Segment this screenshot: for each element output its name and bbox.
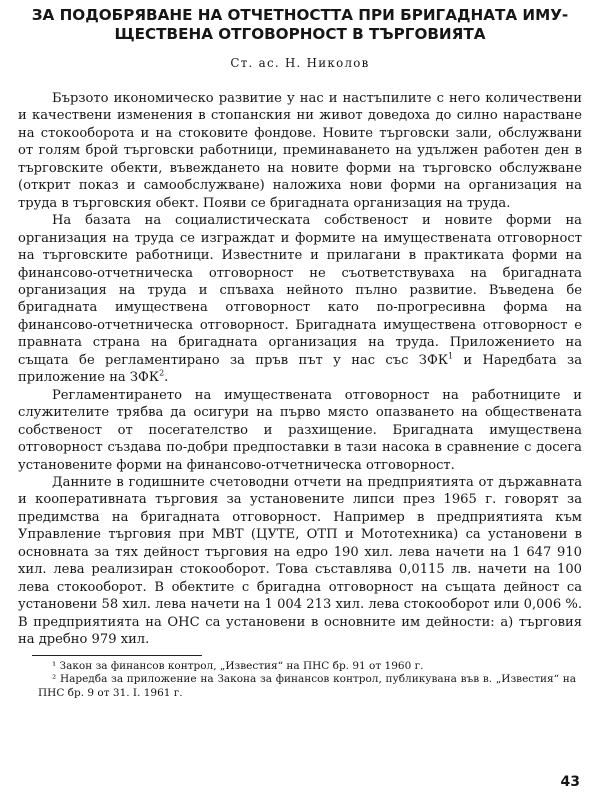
paragraph-2-text: На базата на социалистическата собственост и новите форми на организация на труда се изграждат и формите на имуществената отговорност на търговските работници. Известните и прилагани в практиката форми на финансово-отчетническа отговорност не съответствуваха на бригадната организация на труда и спъваха нейното пълно развитие. Въведена бе бригадната имуществена отговорност като по-прогресивна форма на финансово-отчетническа отговорност. Бригадната имуществена отговорност е правната страна на бригадната организация на труда. Приложението на същата бе регламентирано за пръв път у нас със ЗФК [18,213,582,368]
article-title [12,6,588,44]
paragraph-2-end: . [164,370,169,386]
footnote-ref-1: 1 [447,351,454,361]
paragraph-3: Регламентирането на имуществената отговорност на работниците и служителите трябва да осигури на първо място опазването на обществената собственост от посегателство и разхищение. Бригадната имуществена отговорност създава по-добри предпоставки в тази насока в сравнение с досега установените форми на финансово-отчетническа отговорност. [18,387,582,473]
paragraph-2-middle: и Наредбата за приложение на ЗФК [18,352,582,386]
title-line-2: ЩЕСТВЕНА ОТГОВОРНОСТ В ТЪРГОВИЯТА [114,25,486,43]
author-byline: Ст. ас. Н. Николов [230,56,370,70]
paragraph-4: Данните в годишните счетоводни отчети на предприятията от държавната и кооперативната търговия за установените липси през 1965 г. говорят за предимства на бригадната отговорност. Например в предприятията към Управление търговия при МВТ (ЦУТЕ, ОТП и Мототехника) са установени в основната за тях дейност търговия на едро 190 хил. лева начети на 1 647 910 хил. лева реализиран стокооборот. Това съставлява 0,0115 лв. начети на 100 лева стокооборот. В обектите с бригадна отговорност на същата дейност са установени 58 хил. лева начети на 1 004 213 хил. лева стокооборот или 0,006 %. В предприятията на ОНС са установени в основните им дейности: а) търговия на дребно 979 хил. [18,474,582,648]
footnote-ref-2: 2 [159,368,165,378]
page-number: 43 [560,774,580,790]
footnote-divider [32,655,202,656]
footnote-2: ² Наредба за приложение на Закона за финансов контрол, публикувана във в. „Известия“ на ПНС бр. 9 от 31. I. 1961 г. [38,673,576,699]
paragraph-2 [18,212,582,387]
footnotes [12,660,588,701]
article-body [12,90,588,649]
title-line-1: ЗА ПОДОБРЯВАНЕ НА ОТЧЕТНОСТТА ПРИ БРИГАДНАТА ИМУ- [31,6,569,24]
footnote-1: ¹ Закон за финансов контрол, „Известия“ на ПНС бр. 91 от 1960 г. [52,659,424,672]
paragraph-1: Бързото икономическо развитие у нас и настъпилите с него количествени и качествени изменения в стопанския ни живот доведоха до силно нарастване на стокооборота и на стоковите фондове. Новите търговски зали, обслужвани от голям брой търговски работници, преминаването на удължен работен ден в търговските обекти, въвеждането на новите форми на търговско обслужване (открит показ и самообслужване) наложиха нови форми на организация на труда в търговския обект. Появи се бригадната организация на труда. [18,91,582,211]
